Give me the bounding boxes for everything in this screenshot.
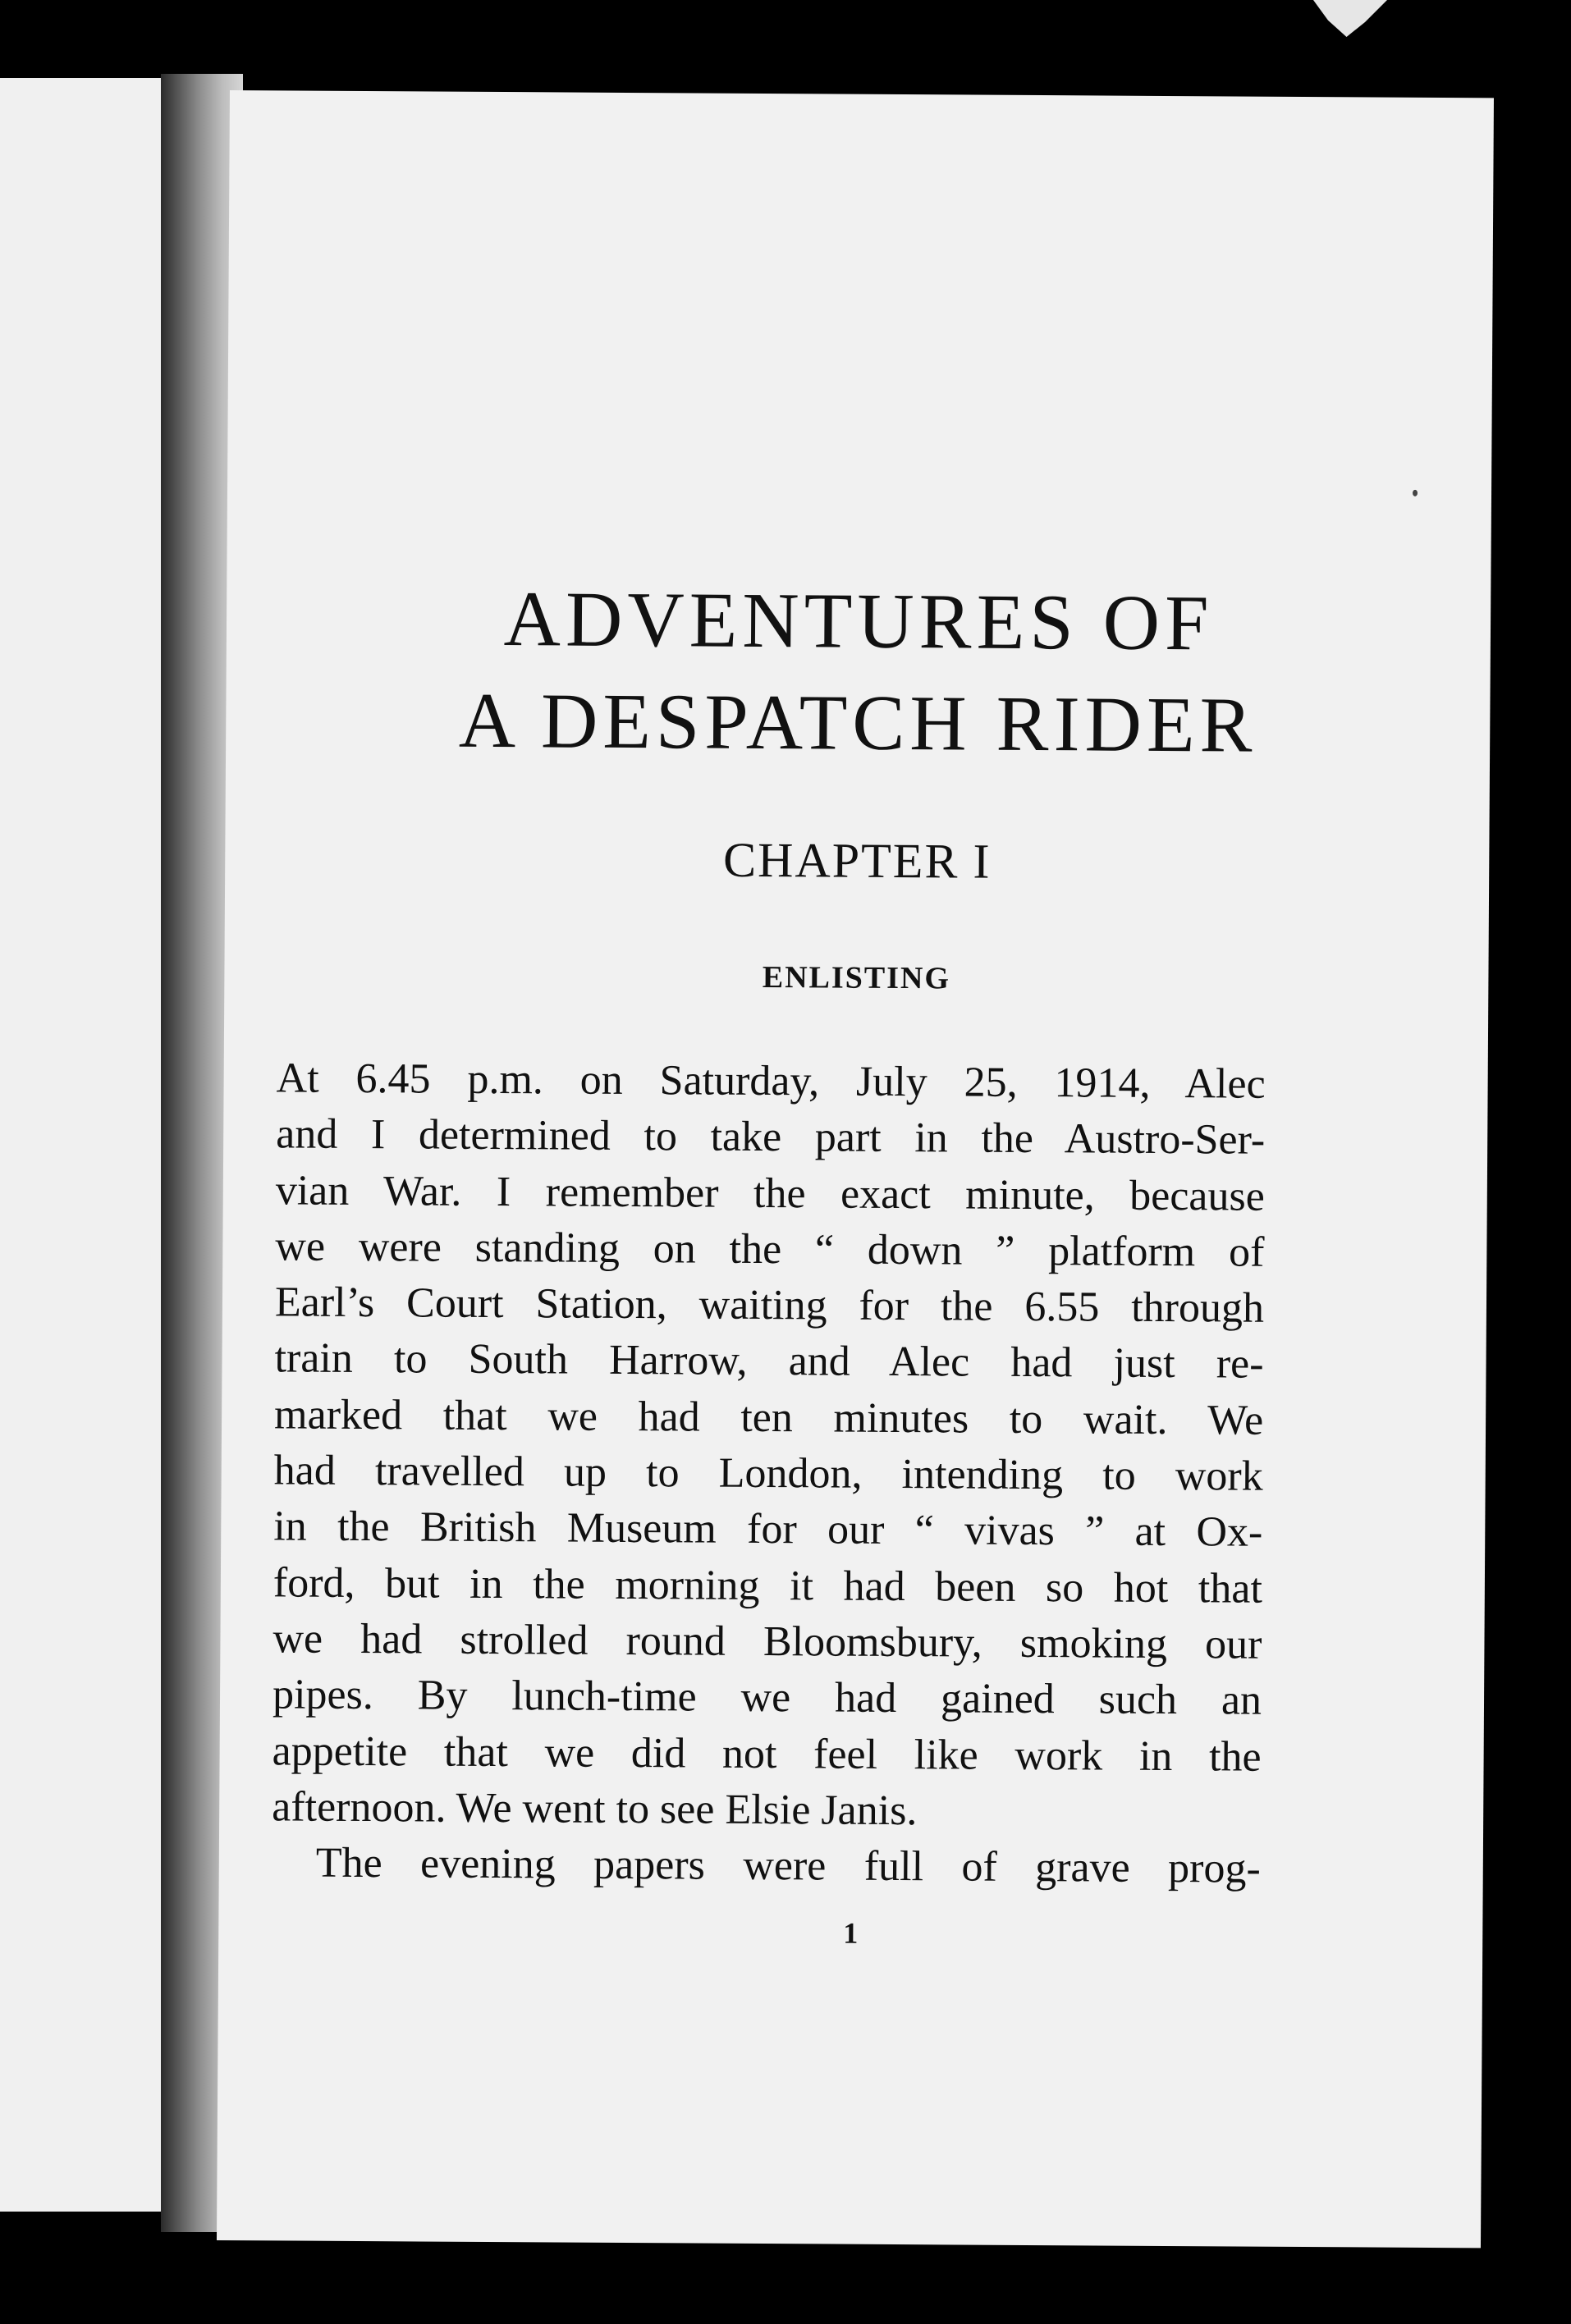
page-number: 1 <box>843 1916 859 1950</box>
book-title <box>226 566 1491 777</box>
body-line: Earl’s Court Station, waiting for the 6.55 through <box>274 1279 1265 1332</box>
body-line: we had strolled round Bloomsbury, smoking our <box>273 1615 1262 1668</box>
body-line: had travelled up to London, intending to work <box>273 1447 1263 1500</box>
body-text <box>272 1050 1266 1897</box>
body-line: afternoon. We went to see Elsie Janis. <box>272 1783 918 1835</box>
book-page <box>217 90 1494 2248</box>
body-line: marked that we had ten minutes to wait. We <box>273 1391 1264 1444</box>
body-line: we were standing on the “ down ” platform of <box>275 1223 1265 1276</box>
scan-speck <box>1413 490 1418 496</box>
body-line: and I determined to take part in the Austro-Ser- <box>276 1110 1266 1164</box>
body-line: appetite that we did not feel like work in the <box>272 1727 1262 1781</box>
chapter-number: CHAPTER I <box>722 832 992 889</box>
body-line: The evening papers were full of grave prog- <box>315 1839 1261 1892</box>
body-line: train to South Harrow, and Alec had just re- <box>274 1334 1264 1388</box>
book-title-line-1: ADVENTURES OF <box>503 574 1214 667</box>
body-line: pipes. By lunch-time we had gained such an <box>272 1671 1262 1724</box>
facing-page-edge <box>0 78 164 2212</box>
book-title-line-2: A DESPATCH RIDER <box>458 675 1257 769</box>
body-line: ford, but in the morning it had been so hot that <box>273 1559 1263 1613</box>
body-line: vian War. I remember the exact minute, because <box>275 1166 1265 1220</box>
scan-corner-artifact <box>1313 0 1387 37</box>
body-line: At 6.45 p.m. on Saturday, July 25, 1914, Alec <box>276 1054 1266 1108</box>
chapter-title: ENLISTING <box>762 959 951 996</box>
body-line: in the British Museum for our “ vivas ” at Ox- <box>273 1503 1263 1557</box>
